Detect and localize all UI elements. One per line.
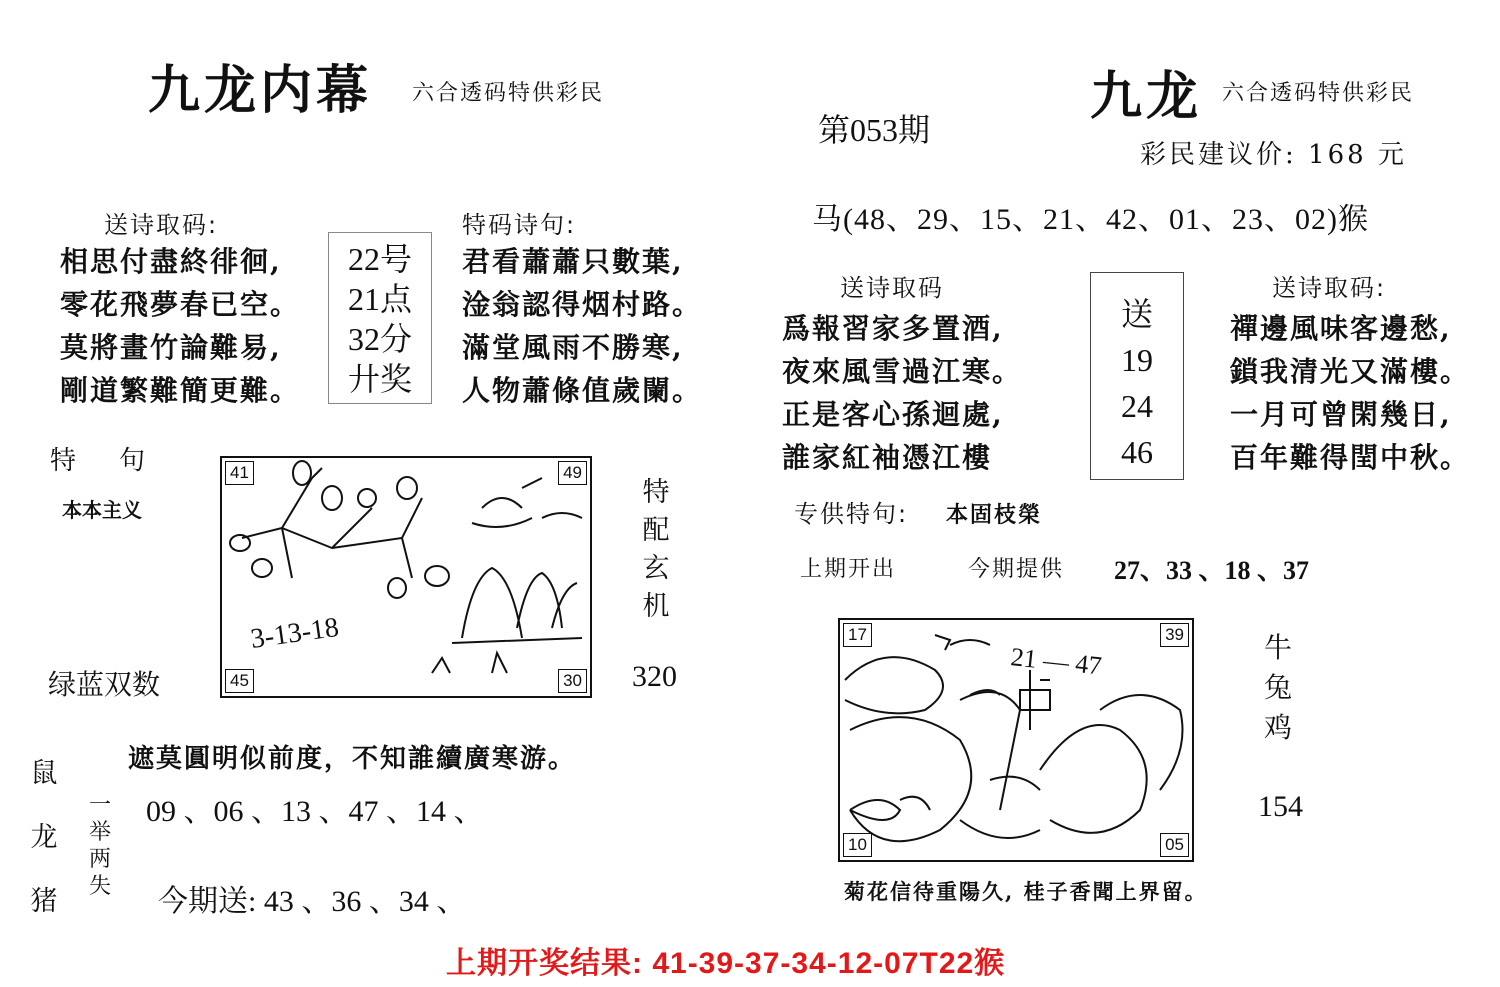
poem-line: 禪邊風味客邊愁, xyxy=(1230,312,1452,345)
zodiac-vertical xyxy=(26,752,62,924)
left-side-vertical xyxy=(638,474,674,626)
sketch-drawing xyxy=(840,620,1192,860)
hint-line: 21点 xyxy=(347,281,412,317)
sketch-handwriting: 3-13-18 xyxy=(248,611,341,655)
vertical-char: 牛 xyxy=(1263,631,1292,664)
poem-line: 剛道繁難簡更難。 xyxy=(60,374,301,407)
vertical-char: 特 xyxy=(642,477,670,508)
last-label: 上期开出 xyxy=(800,557,897,582)
corner-number: 45 xyxy=(225,669,254,693)
hint-line: 送 xyxy=(1120,296,1153,332)
hint-line: 24 xyxy=(1121,388,1153,424)
vertical-char: 鼠 xyxy=(30,758,58,789)
right-side-number: 154 xyxy=(1258,790,1303,823)
right-special-text: 本固枝榮 xyxy=(946,502,1043,528)
left-poem-header: 送诗取码: xyxy=(104,211,219,239)
left-subtitle: 六合透码特供彩民 xyxy=(412,81,605,106)
right-hint-box xyxy=(1090,272,1184,480)
right-special-label: 专供特句: xyxy=(794,500,909,528)
right-subtitle: 六合透码特供彩民 xyxy=(1222,81,1415,106)
issue-number: 第053期 xyxy=(818,112,931,148)
vertical-char: 举 xyxy=(88,820,111,845)
hint-line: 廾奖 xyxy=(347,361,412,397)
hint-line: 19 xyxy=(1121,342,1153,378)
vertical-char: 兔 xyxy=(1263,671,1292,704)
poem-line: 夜來風雪過江寒。 xyxy=(782,355,1023,388)
color-hint: 绿蓝双数 xyxy=(48,668,161,701)
poem-line: 相思付盡終徘徊, xyxy=(60,245,282,278)
poem-line: 淦翁認得烟村路。 xyxy=(462,288,703,321)
vertical-char: 鸡 xyxy=(1263,711,1292,744)
corner-number: 05 xyxy=(1160,833,1189,857)
left-sketch xyxy=(220,456,592,698)
poem-line: 君看蕭蕭只數葉, xyxy=(462,245,684,278)
left-side-number: 320 xyxy=(632,660,677,693)
poem-line: 爲報習家多置酒, xyxy=(782,312,1004,345)
hint-line: 22号 xyxy=(347,241,412,277)
sketch-handwriting: 21 — 47 xyxy=(1009,642,1103,681)
left-couplet: 遮莫圓明似前度，不知誰續廣寒游。 xyxy=(128,744,577,774)
right-poem-left xyxy=(782,307,1022,479)
right-poem-header-2: 送诗取码: xyxy=(1272,274,1387,302)
vertical-char: 两 xyxy=(88,847,111,872)
left-poem xyxy=(60,240,300,412)
right-couplet: 菊花信待重陽久, 桂子香聞上界留。 xyxy=(844,879,1208,904)
poem-line: 鎖我清光又滿樓。 xyxy=(1230,355,1471,388)
last-result: 上期开奖结果: 41-39-37-34-12-07T22猴 xyxy=(446,947,1006,980)
right-side-vertical xyxy=(1260,628,1296,748)
numbers-line: 09 、06 、13 、47 、14 、 xyxy=(146,795,484,828)
corner-number: 39 xyxy=(1160,623,1189,647)
corner-number: 10 xyxy=(843,833,872,857)
special-sentence-label: 特 句 xyxy=(50,446,148,476)
right-sketch xyxy=(838,618,1194,862)
provide-numbers: 27、33 、18 、37 xyxy=(1114,556,1310,585)
poem-line: 一月可曾閑幾日, xyxy=(1230,398,1452,431)
yiju-vertical xyxy=(82,792,118,900)
vertical-char: 机 xyxy=(642,591,670,622)
provide-label: 今期提供 xyxy=(968,557,1065,582)
hint-line: 32分 xyxy=(347,321,412,357)
poem-line: 莫將畫竹論難易, xyxy=(60,331,282,364)
corner-number: 49 xyxy=(558,461,587,485)
hint-line: 46 xyxy=(1121,434,1153,470)
poem-line: 百年難得閏中秋。 xyxy=(1230,441,1471,474)
right-poem-right xyxy=(1230,307,1470,479)
left-special-poem xyxy=(462,240,702,412)
vertical-char: 猪 xyxy=(30,886,58,917)
corner-number: 41 xyxy=(225,461,254,485)
vertical-char: 配 xyxy=(642,515,670,546)
right-poem-header-left-panel: 特码诗句: xyxy=(462,211,577,239)
vertical-char: 龙 xyxy=(30,822,58,853)
poem-line: 滿堂風雨不勝寒, xyxy=(462,331,684,364)
sketch-drawing xyxy=(222,458,590,696)
horse-line: 马(48、29、15、21、42、01、23、02)猴 xyxy=(812,203,1369,236)
corner-number: 17 xyxy=(843,623,872,647)
left-title: 九龙内幕 xyxy=(148,60,373,121)
right-title: 九龙 xyxy=(1090,66,1203,127)
left-hint-box xyxy=(328,232,432,404)
poem-line: 誰家紅袖憑江樓 xyxy=(782,441,993,474)
poem-line: 人物蕭條值歲闌。 xyxy=(462,374,703,407)
price: 彩民建议价: 168 元 xyxy=(1140,140,1407,170)
jinqi-line: 今期送: 43 、36 、34 、 xyxy=(158,885,467,918)
vertical-char: 玄 xyxy=(642,553,670,584)
poem-line: 正是客心孫迴處, xyxy=(782,398,1004,431)
vertical-char: 失 xyxy=(88,874,111,899)
poem-line: 零花飛夢春已空。 xyxy=(60,288,301,321)
special-sentence-text: 本本主义 xyxy=(62,498,142,522)
corner-number: 30 xyxy=(558,669,587,693)
right-poem-header: 送诗取码 xyxy=(840,274,944,302)
vertical-char: 一 xyxy=(88,793,111,818)
